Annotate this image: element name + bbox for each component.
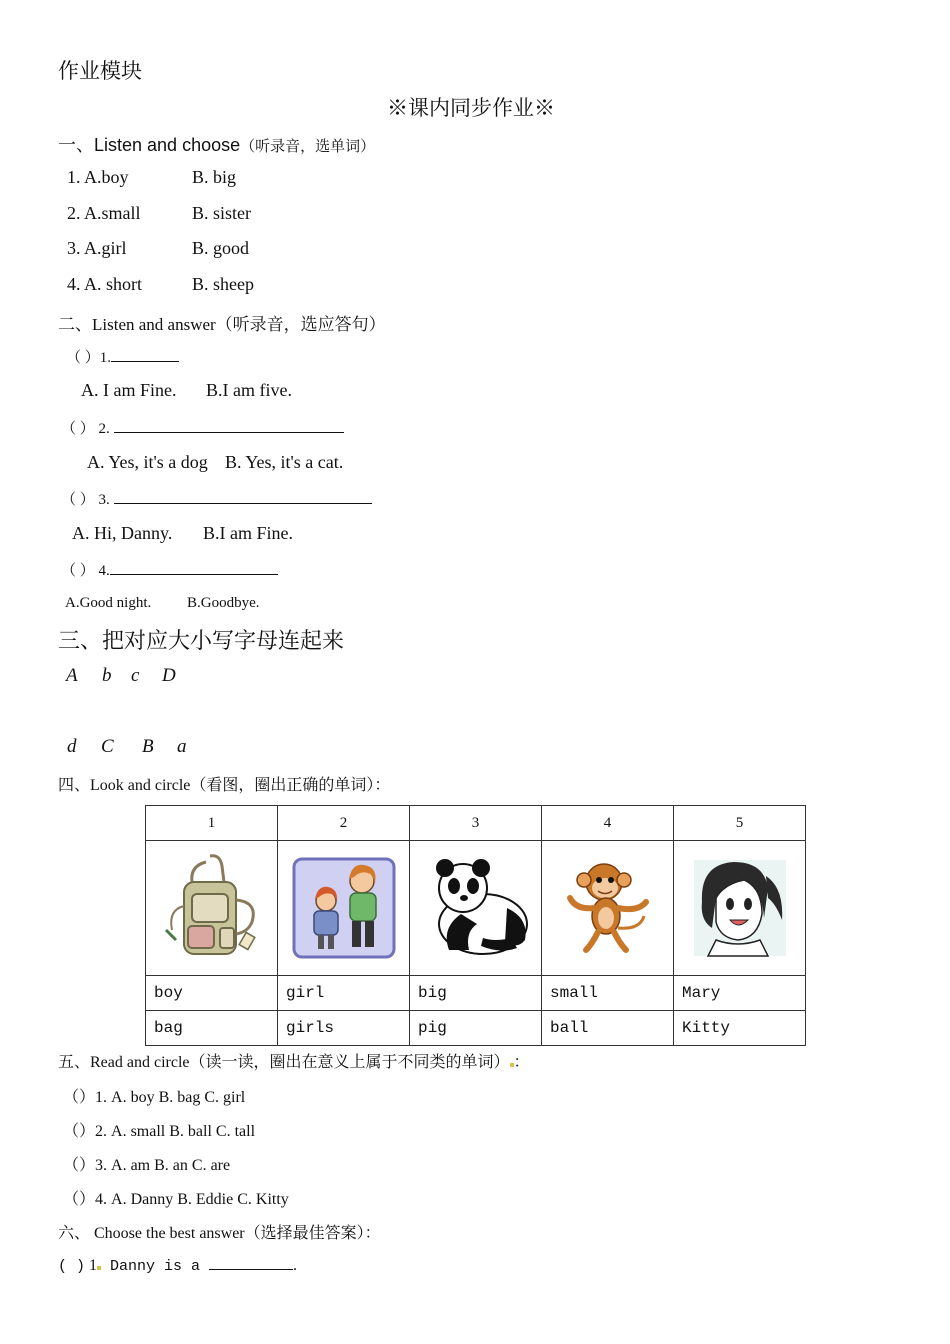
word-option[interactable]: girl <box>278 976 410 1011</box>
s2-q2-blank <box>114 418 344 433</box>
girl-face-icon <box>688 858 792 958</box>
girls-icon <box>292 857 396 959</box>
table-header-cell: 4 <box>542 806 674 841</box>
image-cell-3 <box>410 841 542 976</box>
s3-letter-row1-3: c <box>131 665 140 686</box>
s3-letter-row1-2: b <box>102 665 112 686</box>
s2-q3-num: 3. <box>98 492 110 508</box>
table-header-row <box>146 806 806 841</box>
table-row <box>146 976 806 1011</box>
s6-q1-blank <box>209 1255 293 1270</box>
s5-item3-paren: （） <box>63 1157 96 1174</box>
s3-letter-row2-4: a <box>177 736 187 757</box>
s2-q3-option-a: A. Hi, Danny. <box>72 523 173 543</box>
s2-q1-paren: （ ） <box>66 350 100 366</box>
section1-heading <box>58 131 375 157</box>
s1-item1-a: 1. A.boy <box>67 167 129 187</box>
word-option[interactable]: Kitty <box>674 1011 806 1046</box>
section4-heading <box>58 772 390 795</box>
s5-item2-text: 2. A. small B. ball C. tall <box>95 1123 256 1140</box>
s2-q1-blank <box>111 347 179 362</box>
panda-icon <box>421 858 531 958</box>
s2-q1-option-b: B.I am five. <box>206 380 292 400</box>
s2-q2-option-a: A. Yes, it's a dog <box>87 452 208 472</box>
look-and-circle-table <box>145 805 806 1046</box>
word-option[interactable]: ball <box>542 1011 674 1046</box>
section1-title-cn: （听录音，选单词） <box>240 139 376 155</box>
section1-prefix: 一、 <box>58 135 94 155</box>
s6-q1-paren: ( ) <box>58 1258 86 1275</box>
s3-letter-row2-1: d <box>67 736 77 757</box>
s6-q1-num: 1 <box>89 1257 98 1274</box>
s2-q3-paren: （ ） <box>61 492 95 508</box>
word-option[interactable]: bag <box>146 1011 278 1046</box>
s2-q3 <box>61 488 372 509</box>
s2-q2-option-b: B. Yes, it's a cat. <box>225 452 344 472</box>
s1-item1-b: B. big <box>192 167 237 187</box>
s6-q1-text: Danny is a <box>101 1258 210 1275</box>
s3-letter-row1-1: A <box>66 665 78 686</box>
s2-q4-option-b: B.Goodbye. <box>187 595 260 611</box>
s5-item1-text: 1. A. boy B. bag C. girl <box>95 1089 246 1106</box>
section6-heading: 六、 Choose the best answer（选择最佳答案）： <box>58 1225 381 1242</box>
section4-title: 四、Look and circle（看图，圈出正确的单词）： <box>58 777 391 794</box>
section5-heading <box>58 1049 530 1072</box>
s6-q1 <box>58 1255 297 1275</box>
s5-item3 <box>63 1152 230 1175</box>
s3-letter-row2-3: B <box>142 736 154 757</box>
s1-item2-a: 2. A.small <box>67 203 141 223</box>
word-option[interactable]: pig <box>410 1011 542 1046</box>
s2-q3-option-b: B.I am Fine. <box>203 523 293 543</box>
s5-item2-paren: （） <box>63 1123 96 1140</box>
s2-q4-num: 4. <box>98 563 110 579</box>
image-cell-1 <box>146 841 278 976</box>
section2-heading: 二、Listen and answer（听录音，选应答句） <box>58 315 386 334</box>
word-option[interactable]: big <box>410 976 542 1011</box>
module-title: 作业模块 <box>58 59 142 83</box>
s1-item4-b: B. sheep <box>192 274 254 294</box>
s1-item3-a: 3. A.girl <box>67 238 127 258</box>
s6-q1-end: . <box>293 1257 298 1274</box>
s5-item1 <box>63 1084 245 1107</box>
section5-title: 五、Read and circle（读一读，圈出在意义上属于不同类的单词） <box>58 1054 510 1071</box>
s5-item3-text: 3. A. am B. an C. are <box>95 1157 231 1174</box>
s3-letter-row2-2: C <box>101 736 114 757</box>
schoolbag-icon <box>162 852 262 964</box>
table-header-cell: 5 <box>674 806 806 841</box>
word-option[interactable]: boy <box>146 976 278 1011</box>
image-cell-4 <box>542 841 674 976</box>
section5-title-end: ： <box>513 1054 530 1071</box>
s2-q4-blank <box>110 560 278 575</box>
s5-item4 <box>63 1186 289 1209</box>
s2-q1 <box>66 346 179 367</box>
s1-item3-b: B. good <box>192 238 250 258</box>
s1-item4-a: 4. A. short <box>67 274 143 294</box>
s2-q2 <box>61 417 344 438</box>
s2-q1-option-a: A. I am Fine. <box>81 380 177 400</box>
sync-title: ※课内同步作业※ <box>387 96 555 120</box>
s2-q2-num: 2. <box>98 421 110 437</box>
s1-item2-b: B. sister <box>192 203 252 223</box>
s5-item4-text: 4. A. Danny B. Eddie C. Kitty <box>95 1191 289 1208</box>
s2-q2-paren: （ ） <box>61 421 95 437</box>
s2-q4-paren: （ ） <box>61 563 95 579</box>
s2-q4-option-a: A.Good night. <box>65 595 152 611</box>
section3-heading: 三、把对应大小写字母连起来 <box>58 628 345 653</box>
word-option[interactable]: girls <box>278 1011 410 1046</box>
table-header-cell: 1 <box>146 806 278 841</box>
table-header-cell: 2 <box>278 806 410 841</box>
table-image-row <box>146 841 806 976</box>
monkey-icon <box>558 858 658 958</box>
s2-q4 <box>61 559 278 580</box>
s5-item1-paren: （） <box>63 1089 96 1106</box>
s2-q3-blank <box>114 489 372 504</box>
table-row <box>146 1011 806 1046</box>
s5-item4-paren: （） <box>63 1191 96 1208</box>
table-header-cell: 3 <box>410 806 542 841</box>
section1-title-en: Listen and choose <box>94 135 241 155</box>
s3-letter-row1-4: D <box>162 665 176 686</box>
s2-q1-num: 1. <box>99 350 112 366</box>
word-option[interactable]: small <box>542 976 674 1011</box>
s5-item2 <box>63 1118 255 1141</box>
image-cell-5 <box>674 841 806 976</box>
word-option[interactable]: Mary <box>674 976 806 1011</box>
image-cell-2 <box>278 841 410 976</box>
